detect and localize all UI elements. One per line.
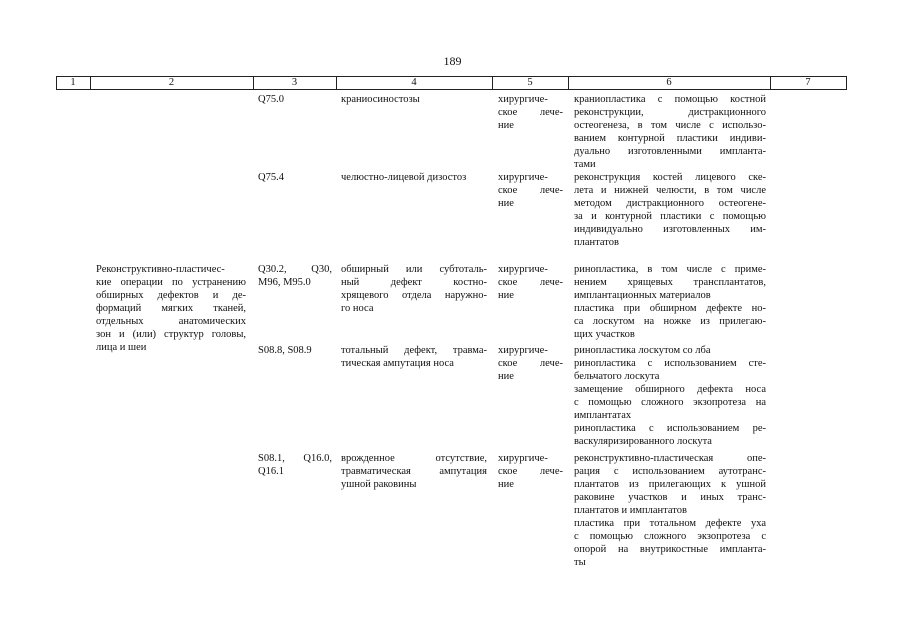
row-codes: Q75.0 bbox=[258, 94, 284, 105]
row-treatment: хирургиче- ское лече- ние bbox=[498, 345, 563, 382]
row-treatment: хирургиче- ское лече- ние bbox=[498, 264, 563, 301]
group-title-line: обширных дефектов и де- bbox=[96, 290, 246, 301]
row-methods: реконструкция костей лицевого ске- лета и нижней челюсти, в том числе методом дистракционного остеогене- за и контурной пластики с помощью индивидуально изготовленных им- плантатов bbox=[574, 172, 766, 248]
row-treatment: хирургиче- ское лече- ние bbox=[498, 453, 563, 490]
row-diagnosis: обширный или субтоталь- ный дефект костно- хрящевого отдела наружно- го носа bbox=[341, 264, 487, 314]
row-codes: Q75.4 bbox=[258, 172, 284, 183]
row-diagnosis: врожденное отсутствие, травматическая ампутация ушной раковины bbox=[341, 453, 487, 490]
row-diagnosis: краниосиностозы bbox=[341, 94, 420, 105]
row-methods: реконструктивно-пластическая опе- рация с использованием аутотранс- плантатов из прилегающих к ушной раковине участков и иных транс- плантатов и имплантатов пластика при тотальном дефекте уха с помощью сложного экзопротеза с опорой на внутрикостные импланта- ты bbox=[574, 453, 766, 568]
group-title-line: отдельных анатомических bbox=[96, 316, 246, 327]
row-diagnosis: челюстно-лицевой дизостоз bbox=[341, 172, 467, 183]
page-number: 189 bbox=[443, 54, 462, 68]
row-methods: ринопластика, в том числе с приме- нением хрящевых трансплантатов, имплантационных материалов пластика при обширном дефекте но- са лоскутом на ножке из прилегаю- щих участков bbox=[574, 264, 766, 340]
group-title-line: формаций мягких тканей, bbox=[96, 303, 246, 314]
row-diagnosis: тотальный дефект, травма- тическая ампутация носа bbox=[341, 345, 487, 369]
group-title-line: кие операции по устранению bbox=[96, 277, 246, 288]
row-codes: S08.1, Q16.0, Q16.1 bbox=[258, 453, 332, 477]
row-treatment: хирургиче- ское лече- ние bbox=[498, 172, 563, 209]
row-codes: S08.8, S08.9 bbox=[258, 345, 312, 356]
column-header-4: 4 bbox=[411, 77, 417, 88]
column-header-2: 2 bbox=[168, 77, 175, 88]
group-title bbox=[96, 263, 246, 354]
col-divider bbox=[846, 76, 847, 89]
group-title-line: лица и шеи bbox=[96, 342, 147, 353]
column-header-7: 7 bbox=[805, 77, 811, 88]
column-header-1: 1 bbox=[70, 77, 76, 88]
row-methods: ринопластика лоскутом со лба ринопластика с использованием сте- бельчатого лоскута замещение обширного дефекта носа с помощью сложного экзопротеза на имплантатах ринопластика с использованием ре- васкуляризированного лоскута bbox=[574, 345, 766, 447]
row-codes: Q30.2, Q30, M96, M95.0 bbox=[258, 264, 332, 288]
column-header-3: 3 bbox=[291, 77, 298, 88]
row-methods: краниопластика с помощью костной реконструкции, дистракционного остеогенеза, в том числе с использо- ванием контурной пластики индиви- дуально изготовленными импланта- тами bbox=[574, 94, 766, 170]
row-treatment: хирургиче- ское лече- ние bbox=[498, 94, 563, 131]
group-title-line: Реконструктивно-пластичес- bbox=[96, 264, 225, 275]
group-title-line: зон и (или) структур головы, bbox=[96, 329, 246, 340]
column-header-6: 6 bbox=[666, 77, 672, 88]
header-bottom-rule bbox=[56, 89, 847, 90]
column-header-5: 5 bbox=[527, 77, 533, 88]
